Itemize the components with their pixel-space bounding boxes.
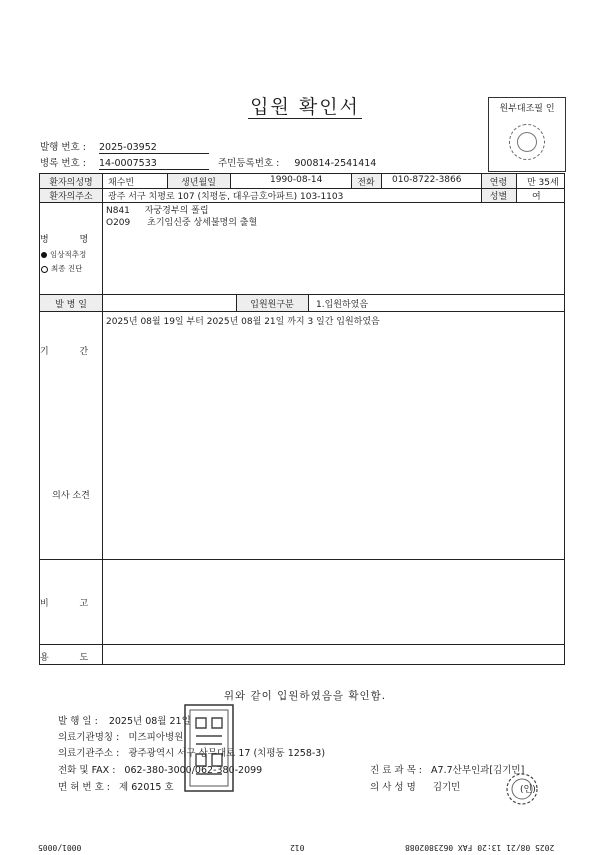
- resident-number-label: 주민등록번호 :: [218, 158, 280, 169]
- option-final-label: 최종 진단: [51, 264, 83, 273]
- institution-address-value: 광주광역시 서구 상무대로 17 (치평동 1258-3): [128, 748, 326, 759]
- option-provisional-label: 임상적추정: [50, 250, 87, 259]
- institution-name-value: 미즈피아병원: [128, 732, 184, 743]
- department-value: A7.7산부인과[김기민]: [431, 765, 525, 776]
- seal-stamp-icon: [506, 121, 549, 164]
- hospital-stamp-icon: [184, 704, 234, 792]
- issue-number-value: 2025-03952: [99, 142, 209, 154]
- chart-number: [40, 155, 209, 170]
- doctor-name: [370, 779, 460, 793]
- address-value: 광주 서구 치평로 107 (치평동, 대우금호아파트) 103-1103: [108, 192, 344, 202]
- institution-address-label: 의료기관주소 :: [58, 748, 120, 759]
- onset-label: 발 병 일: [55, 300, 87, 310]
- patient-name-label: 환자의성명: [49, 178, 93, 188]
- option-provisional[interactable]: [41, 249, 86, 260]
- dob-label: 생년월일: [181, 178, 216, 188]
- chart-number-label: 병록 번호 :: [40, 158, 86, 169]
- fax-transmission-strip: [0, 840, 610, 855]
- doctor-name-value: 김기민: [432, 782, 461, 793]
- dob-value: 1990-08-14: [270, 175, 323, 185]
- fax-header: 2025 08/21 13:20 FAX 0623802088: [405, 843, 555, 852]
- radio-checked-icon: [41, 252, 47, 258]
- document-title: 입원 확인서: [250, 96, 360, 118]
- doctor-name-label: 의 사 성 명: [370, 782, 416, 793]
- diagnosis-label: 병 명: [40, 235, 103, 245]
- admission-form-table: [39, 173, 565, 665]
- copy-verification-box: [488, 97, 566, 172]
- fax-page-counter: 0001/0005: [38, 843, 82, 852]
- address-label: 환자의주소: [49, 192, 93, 202]
- diagnosis-1-text: 자궁경부의 폴립: [144, 206, 209, 216]
- age-value: 만 35세: [527, 178, 559, 188]
- issue-number-label: 발행 번호 :: [40, 142, 86, 153]
- sex-value: 여: [532, 192, 541, 202]
- admission-reason-label: 입원원구분: [250, 300, 294, 310]
- phone-fax-value: 062-380-3000/062-380-2099: [124, 765, 263, 776]
- license-number: [58, 779, 174, 793]
- title-underline: [248, 118, 362, 119]
- sex-label: 성별: [489, 192, 508, 202]
- department-label: 진 료 과 목 :: [370, 765, 422, 776]
- resident-number: [218, 155, 376, 169]
- diagnosis-2-text: 초기임신중 상세불명의 출혈: [147, 218, 258, 228]
- confirmation-text: 위와 같이 입원하였음을 확인함.: [223, 690, 387, 702]
- option-final[interactable]: [41, 263, 82, 274]
- seal-mark: (인): [520, 785, 536, 795]
- age-label: 연령: [489, 178, 508, 188]
- institution-name-label: 의료기관명칭 :: [58, 732, 120, 743]
- issue-date: [58, 713, 191, 727]
- license-number-value: 제 62015 호: [119, 782, 174, 793]
- copy-box-label: 원부대조필 인: [499, 104, 555, 114]
- chart-number-value: 14-0007533: [99, 158, 209, 170]
- period-text: 2025년 08월 19일 부터 2025년 08월 21일 까지 3 일간 입원하였음: [106, 317, 380, 327]
- phone-label: 전화: [357, 178, 375, 188]
- phone-fax-label: 전화 및 FAX :: [58, 765, 116, 776]
- issue-date-value: 2025년 08월 21일: [108, 716, 191, 727]
- period-label: 기 간: [40, 347, 103, 357]
- institution-name: [58, 729, 183, 743]
- diagnosis-2-code: O209: [106, 218, 131, 228]
- remarks-label: 비 고: [40, 599, 103, 609]
- fax-center-code: 012: [290, 843, 305, 852]
- diagnosis-2: [106, 215, 257, 228]
- diagnosis-1-code: N841: [106, 206, 130, 216]
- issue-date-label: 발 행 일 :: [58, 716, 98, 727]
- license-number-label: 면 허 번 호 :: [58, 782, 110, 793]
- purpose-label: 용 도: [40, 653, 103, 663]
- resident-number-value: 900814-2541414: [294, 158, 377, 169]
- issue-number: [40, 139, 209, 154]
- opinion-label: 의사 소견: [52, 491, 90, 501]
- patient-name-value: 채수빈: [108, 178, 135, 188]
- department: [370, 762, 524, 776]
- admission-reason-value: 1.입원하였음: [316, 300, 369, 310]
- phone-value: 010-8722-3866: [392, 175, 462, 185]
- radio-unchecked-icon: [41, 266, 48, 273]
